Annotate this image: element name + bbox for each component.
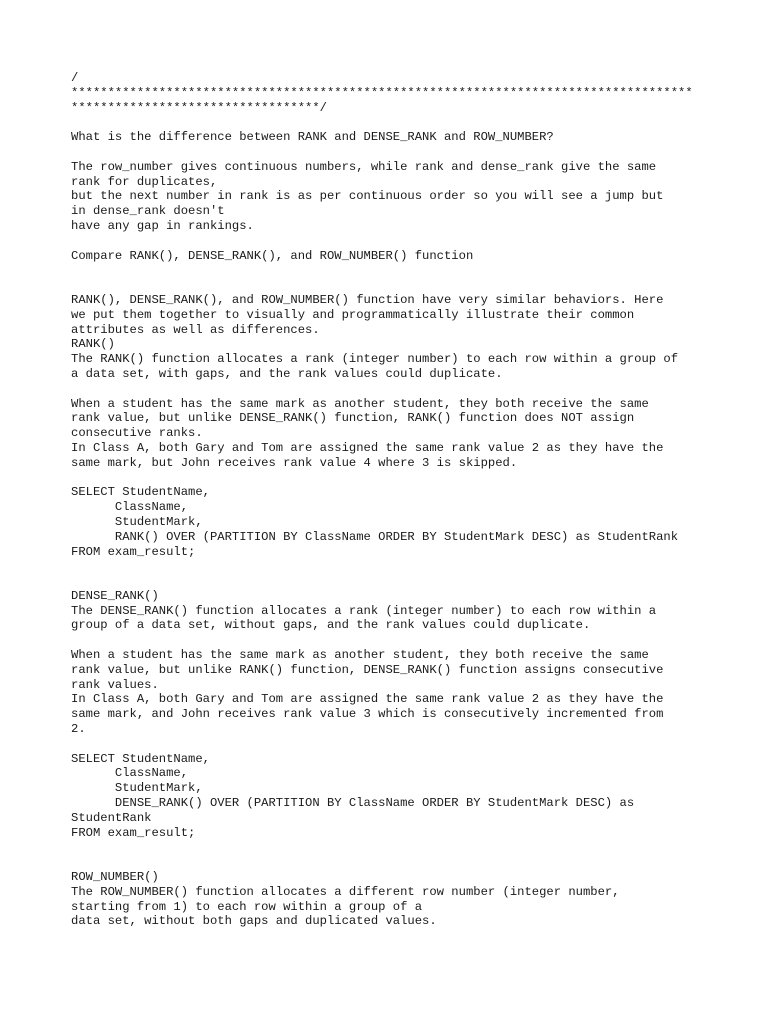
text-line (71, 633, 711, 648)
text-line (71, 263, 711, 278)
code-line: ClassName, (71, 766, 189, 781)
text-line (71, 574, 711, 589)
text-line: In Class A, both Gary and Tom are assigned the same rank value 2 as they have the (71, 440, 664, 455)
text-line (71, 471, 711, 486)
text-line: in dense_rank doesn't (71, 204, 225, 219)
text-line: rank value, but unlike RANK() function, DENSE_RANK() function assigns consecutive (71, 662, 664, 677)
text-line (71, 840, 711, 855)
text-line: 2. (71, 722, 86, 737)
code-line: StudentMark, (71, 781, 203, 796)
code-line: ClassName, (71, 500, 189, 515)
text-line: When a student has the same mark as another student, they both receive the same (71, 396, 649, 411)
text-line: consecutive ranks. (71, 426, 203, 441)
text-line: The row_number gives continuous numbers, while rank and dense_rank give the same (71, 159, 657, 174)
dense-rank-heading: DENSE_RANK() (71, 588, 159, 603)
text-line (71, 278, 711, 293)
text-line: same mark, but John receives rank value 4 where 3 is skipped. (71, 455, 518, 470)
text-line (71, 234, 711, 249)
code-line: StudentRank (71, 810, 152, 825)
text-line: we put them together to visually and programmatically illustrate their common (71, 307, 635, 322)
text-line: have any gap in rankings. (71, 218, 254, 233)
code-line: RANK() OVER (PARTITION BY ClassName ORDER BY StudentMark DESC) as StudentRank (71, 529, 679, 544)
row-number-heading: ROW_NUMBER() (71, 870, 159, 885)
text-line (71, 559, 711, 574)
text-line: ************************************************************************************* (71, 85, 693, 100)
text-line: data set, without both gaps and duplicated values. (71, 914, 437, 929)
code-line: FROM exam_result; (71, 544, 196, 559)
compare-heading: Compare RANK(), DENSE_RANK(), and ROW_NUMBER() function (71, 248, 474, 263)
text-line: a data set, with gaps, and the rank values could duplicate. (71, 366, 503, 381)
text-line (71, 145, 711, 160)
document-page (71, 71, 711, 929)
text-line: group of a data set, without gaps, and the rank values could duplicate. (71, 618, 591, 633)
code-line: SELECT StudentName, (71, 485, 210, 500)
question-heading: What is the difference between RANK and DENSE_RANK and ROW_NUMBER? (71, 130, 554, 145)
code-line: DENSE_RANK() OVER (PARTITION BY ClassName ORDER BY StudentMark DESC) as (71, 796, 635, 811)
text-line (71, 382, 711, 397)
text-line: / (71, 71, 79, 85)
text-line: **********************************/ (71, 100, 327, 115)
text-line: The DENSE_RANK() function allocates a rank (integer number) to each row within a (71, 603, 657, 618)
text-line: RANK(), DENSE_RANK(), and ROW_NUMBER() function have very similar behaviors. Here (71, 292, 664, 307)
text-line: When a student has the same mark as another student, they both receive the same (71, 648, 649, 663)
text-line: rank values. (71, 677, 159, 692)
text-line: rank for duplicates, (71, 174, 218, 189)
code-line: FROM exam_result; (71, 825, 196, 840)
code-line: SELECT StudentName, (71, 751, 210, 766)
text-line: same mark, and John receives rank value 3 which is consecutively incremented from (71, 707, 664, 722)
code-line: StudentMark, (71, 514, 203, 529)
text-line: The ROW_NUMBER() function allocates a different row number (integer number, (71, 884, 620, 899)
text-line (71, 737, 711, 752)
text-line: In Class A, both Gary and Tom are assigned the same rank value 2 as they have the (71, 692, 664, 707)
text-line (71, 855, 711, 870)
text-line: attributes as well as differences. (71, 322, 320, 337)
rank-heading: RANK() (71, 337, 115, 352)
text-line: starting from 1) to each row within a group of a (71, 899, 423, 914)
text-line: rank value, but unlike DENSE_RANK() function, RANK() function does NOT assign (71, 411, 635, 426)
text-line (71, 115, 711, 130)
text-line: but the next number in rank is as per continuous order so you will see a jump but (71, 189, 664, 204)
text-line: The RANK() function allocates a rank (integer number) to each row within a group of (71, 352, 679, 367)
